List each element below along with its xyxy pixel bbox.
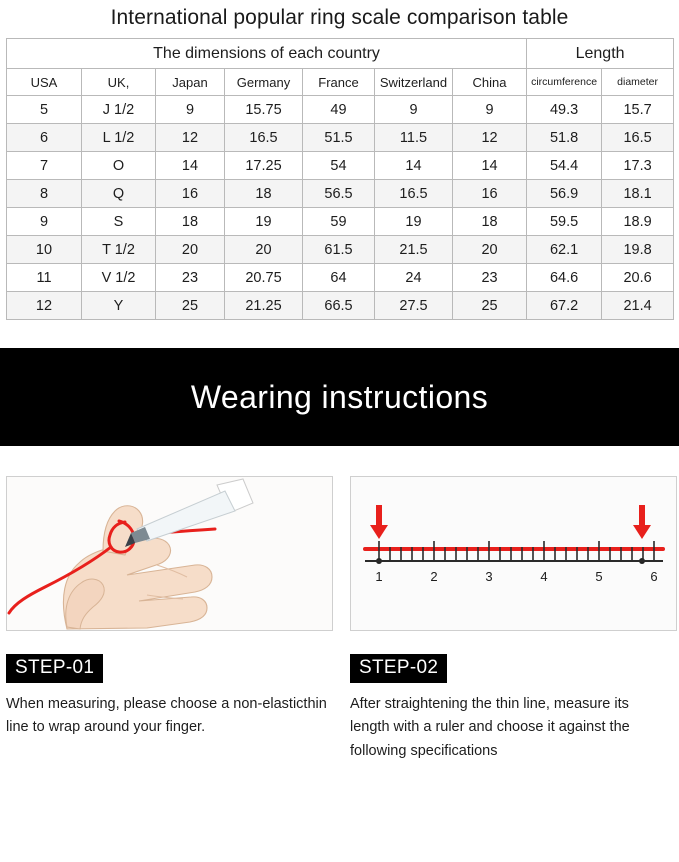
cell-switzerland: 9 xyxy=(375,96,453,124)
cell-japan: 23 xyxy=(156,264,225,292)
table-row xyxy=(7,180,674,208)
cell-france: 51.5 xyxy=(303,124,375,152)
cell-diameter: 19.8 xyxy=(602,236,674,264)
cell-diameter: 16.5 xyxy=(602,124,674,152)
table-body xyxy=(7,96,674,320)
cell-uk: T 1/2 xyxy=(82,236,156,264)
table-row xyxy=(7,208,674,236)
table-row xyxy=(7,236,674,264)
cell-switzerland: 19 xyxy=(375,208,453,236)
column-header-china: China xyxy=(453,69,527,96)
cell-france: 49 xyxy=(303,96,375,124)
svg-text:6: 6 xyxy=(650,569,658,584)
cell-switzerland: 27.5 xyxy=(375,292,453,320)
table-head xyxy=(7,39,674,96)
ring-size-table xyxy=(6,38,674,320)
group-header-length: Length xyxy=(527,39,674,69)
cell-usa: 9 xyxy=(7,208,82,236)
cell-circumference: 64.6 xyxy=(527,264,602,292)
hand-with-thread-illustration xyxy=(7,477,333,631)
cell-usa: 6 xyxy=(7,124,82,152)
table-row xyxy=(7,124,674,152)
cell-diameter: 21.4 xyxy=(602,292,674,320)
cell-japan: 16 xyxy=(156,180,225,208)
step-02-image xyxy=(350,476,677,631)
cell-germany: 19 xyxy=(225,208,303,236)
column-header-diameter: diameter xyxy=(602,69,674,96)
svg-text:4: 4 xyxy=(540,569,548,584)
cell-china: 9 xyxy=(453,96,527,124)
cell-circumference: 49.3 xyxy=(527,96,602,124)
step-01-image xyxy=(6,476,333,631)
step-01-label: STEP-01 xyxy=(6,654,103,683)
cell-switzerland: 24 xyxy=(375,264,453,292)
table-row xyxy=(7,96,674,124)
svg-text:3: 3 xyxy=(485,569,493,584)
cell-france: 54 xyxy=(303,152,375,180)
cell-japan: 18 xyxy=(156,208,225,236)
cell-diameter: 17.3 xyxy=(602,152,674,180)
ruler-measuring-thread-illustration xyxy=(351,477,677,631)
cell-uk: Q xyxy=(82,180,156,208)
svg-text:1: 1 xyxy=(375,569,383,584)
step-02-description: After straightening the thin line, measure its length with a ruler and choose it against the following specifications xyxy=(350,696,630,759)
group-header-countries: The dimensions of each country xyxy=(7,39,527,69)
cell-usa: 10 xyxy=(7,236,82,264)
table-group-header-row xyxy=(7,39,674,69)
cell-diameter: 20.6 xyxy=(602,264,674,292)
table-row xyxy=(7,152,674,180)
cell-usa: 7 xyxy=(7,152,82,180)
cell-circumference: 59.5 xyxy=(527,208,602,236)
table-row xyxy=(7,292,674,320)
cell-diameter: 15.7 xyxy=(602,96,674,124)
cell-usa: 5 xyxy=(7,96,82,124)
cell-usa: 11 xyxy=(7,264,82,292)
cell-circumference: 56.9 xyxy=(527,180,602,208)
cell-circumference: 62.1 xyxy=(527,236,602,264)
cell-china: 25 xyxy=(453,292,527,320)
svg-text:2: 2 xyxy=(430,569,438,584)
cell-diameter: 18.1 xyxy=(602,180,674,208)
steps-section xyxy=(0,446,679,763)
step-01 xyxy=(6,476,333,763)
cell-france: 59 xyxy=(303,208,375,236)
cell-germany: 16.5 xyxy=(225,124,303,152)
cell-uk: J 1/2 xyxy=(82,96,156,124)
cell-china: 14 xyxy=(453,152,527,180)
ring-size-table-wrapper xyxy=(0,38,679,320)
cell-germany: 20.75 xyxy=(225,264,303,292)
cell-germany: 17.25 xyxy=(225,152,303,180)
cell-uk: Y xyxy=(82,292,156,320)
cell-france: 64 xyxy=(303,264,375,292)
table-row xyxy=(7,264,674,292)
cell-switzerland: 11.5 xyxy=(375,124,453,152)
cell-uk: V 1/2 xyxy=(82,264,156,292)
cell-diameter: 18.9 xyxy=(602,208,674,236)
column-header-switzerland: Switzerland xyxy=(375,69,453,96)
cell-switzerland: 14 xyxy=(375,152,453,180)
cell-japan: 14 xyxy=(156,152,225,180)
cell-germany: 15.75 xyxy=(225,96,303,124)
cell-china: 23 xyxy=(453,264,527,292)
wearing-instructions-banner xyxy=(0,348,679,446)
cell-france: 61.5 xyxy=(303,236,375,264)
cell-usa: 8 xyxy=(7,180,82,208)
step-01-description: When measuring, please choose a non-elasticthin line to wrap around your finger. xyxy=(6,696,327,736)
cell-china: 16 xyxy=(453,180,527,208)
cell-circumference: 51.8 xyxy=(527,124,602,152)
cell-uk: O xyxy=(82,152,156,180)
cell-uk: L 1/2 xyxy=(82,124,156,152)
cell-germany: 20 xyxy=(225,236,303,264)
cell-japan: 9 xyxy=(156,96,225,124)
column-header-circumference: circumference xyxy=(527,69,602,96)
cell-france: 66.5 xyxy=(303,292,375,320)
column-header-germany: Germany xyxy=(225,69,303,96)
cell-japan: 20 xyxy=(156,236,225,264)
cell-china: 20 xyxy=(453,236,527,264)
page-title: International popular ring scale comparison table xyxy=(110,6,569,29)
cell-japan: 25 xyxy=(156,292,225,320)
cell-germany: 18 xyxy=(225,180,303,208)
banner-title: Wearing instructions xyxy=(190,378,489,415)
column-header-usa: USA xyxy=(7,69,82,96)
step-02 xyxy=(350,476,677,763)
svg-text:5: 5 xyxy=(595,569,603,584)
cell-germany: 21.25 xyxy=(225,292,303,320)
cell-switzerland: 16.5 xyxy=(375,180,453,208)
cell-usa: 12 xyxy=(7,292,82,320)
step-02-label: STEP-02 xyxy=(350,654,447,683)
cell-circumference: 54.4 xyxy=(527,152,602,180)
cell-circumference: 67.2 xyxy=(527,292,602,320)
column-header-uk: UK, xyxy=(82,69,156,96)
cell-japan: 12 xyxy=(156,124,225,152)
cell-france: 56.5 xyxy=(303,180,375,208)
cell-switzerland: 21.5 xyxy=(375,236,453,264)
column-header-france: France xyxy=(303,69,375,96)
table-column-header-row xyxy=(7,69,674,96)
column-header-japan: Japan xyxy=(156,69,225,96)
cell-china: 12 xyxy=(453,124,527,152)
cell-china: 18 xyxy=(453,208,527,236)
cell-uk: S xyxy=(82,208,156,236)
